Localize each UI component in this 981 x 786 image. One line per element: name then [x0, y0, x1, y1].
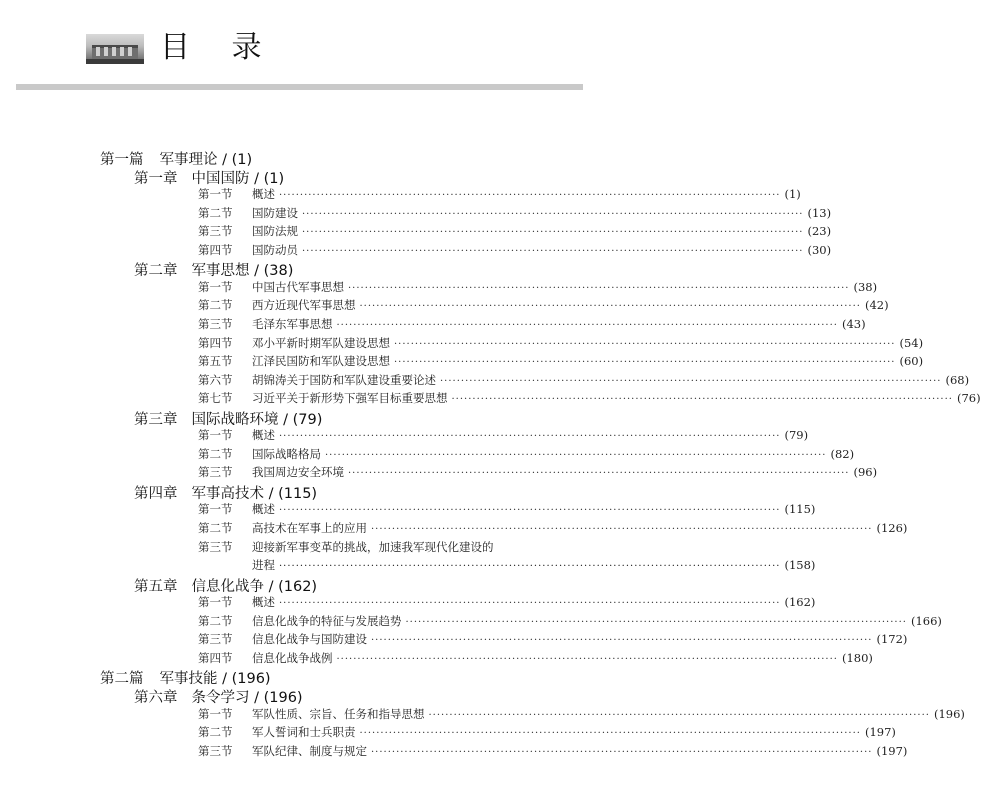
toc-page: (38) [853, 279, 878, 294]
toc-section [198, 427, 809, 443]
toc-number: 第二节 [198, 205, 233, 220]
toc-page: (82) [830, 446, 855, 461]
toc-title: 中国古代军事思想 [252, 279, 344, 294]
toc-title: 概述 [252, 595, 275, 610]
toc-title: 军事高技术 / (115) [191, 485, 318, 502]
toc-number: 第三章 [134, 411, 178, 428]
toc-number: 第二节 [198, 725, 233, 740]
toc-number: 第四节 [198, 242, 233, 257]
toc-title: 概述 [252, 502, 275, 517]
dot-leader: ························································································································ [279, 561, 781, 573]
toc-title: 信息化战争与国防建设 [252, 632, 367, 647]
dot-leader: ························································································································ [336, 319, 838, 331]
toc-number: 第二节 [198, 446, 233, 461]
toc-title: 西方近现代军事思想 [252, 298, 356, 313]
toc-number: 第五章 [134, 578, 178, 595]
toc-page: (42) [864, 298, 889, 313]
dot-leader: ························································································································ [451, 394, 953, 406]
toc-section [198, 353, 924, 369]
toc-title: 条令学习 / (196) [191, 689, 303, 706]
toc-page: (115) [784, 502, 816, 517]
toc-number: 第七节 [198, 391, 233, 406]
toc-number: 第二篇 [100, 671, 144, 688]
toc-title: 高技术在军事上的应用 [252, 521, 367, 535]
dot-leader: ························································································································ [440, 375, 942, 387]
toc-title: 国防动员 [252, 242, 298, 257]
toc-number: 第一节 [198, 187, 233, 202]
dot-leader: ························································································································ [279, 598, 781, 610]
toc-page: (79) [784, 428, 809, 443]
toc-section [198, 706, 965, 722]
toc-section [198, 279, 878, 295]
header-divider [16, 84, 583, 90]
dot-leader: ························································································································ [302, 245, 804, 257]
toc-section [198, 316, 866, 332]
dot-leader: ························································································································ [394, 338, 896, 350]
dot-leader: ························································································································ [359, 301, 861, 313]
toc-chapter [134, 408, 322, 429]
dot-leader: ························································································································ [336, 653, 838, 665]
toc-page: (1) [784, 187, 801, 202]
dot-leader: ························································································································ [405, 616, 907, 628]
dot-leader: ························································································································ [348, 468, 850, 480]
toc-title: 军事技能 / (196) [159, 671, 271, 688]
toc-title: 概述 [252, 428, 275, 443]
toc-title: 习近平关于新形势下强军目标重要思想 [252, 391, 448, 406]
toc-section-continued [252, 557, 816, 573]
toc-number: 第二节 [198, 298, 233, 313]
toc-section [198, 631, 908, 647]
page-title: 目 录 [160, 30, 278, 65]
header-photo-icon [86, 34, 144, 64]
toc-title: 江泽民国防和军队建设思想 [252, 354, 390, 369]
toc-number: 第一节 [198, 502, 233, 517]
dot-leader: ························································································································ [302, 227, 804, 239]
toc-page: (126) [876, 521, 908, 535]
toc-number: 第四节 [198, 335, 233, 350]
dot-leader: ························································································································ [428, 709, 930, 721]
toc-number: 第三节 [198, 465, 233, 480]
toc-section [198, 594, 816, 610]
toc-section [198, 650, 873, 666]
toc-number: 第一节 [198, 595, 233, 610]
toc-title: 我国周边安全环境 [252, 465, 344, 480]
toc-title: 毛泽东军事思想 [252, 316, 333, 331]
toc-number: 第一节 [198, 279, 233, 294]
toc-page: (23) [807, 224, 832, 239]
toc-title: 胡锦涛关于国防和军队建设重要论述 [252, 372, 436, 387]
toc-number: 第六章 [134, 689, 178, 706]
toc-number: 第一章 [134, 170, 178, 187]
toc-title: 军队纪律、制度与规定 [252, 743, 367, 758]
toc-page: (180) [841, 650, 873, 665]
toc-number: 第三节 [198, 743, 233, 758]
toc-section [198, 446, 855, 462]
toc-title-continued: 进程 [252, 558, 275, 573]
toc-page: (197) [876, 743, 908, 758]
dot-leader: ························································································································ [348, 282, 850, 294]
toc-section [198, 501, 816, 517]
toc-chapter [134, 482, 317, 503]
toc-section [198, 724, 896, 740]
toc-section [198, 390, 981, 406]
toc-section [198, 186, 801, 202]
dot-leader: ························································································································ [371, 746, 873, 758]
toc-section [198, 372, 970, 388]
toc-number: 第一篇 [100, 152, 144, 168]
toc-page: (96) [853, 465, 878, 480]
toc-chapter [134, 575, 317, 596]
toc-number: 第一节 [198, 706, 233, 721]
toc-number: 第四节 [198, 650, 233, 665]
dot-leader: ························································································································ [302, 208, 804, 220]
toc-chapter [134, 259, 293, 280]
toc-title: 国际战略环境 / (79) [191, 411, 323, 428]
toc-page: (68) [945, 372, 970, 387]
dot-leader: ························································································································ [279, 505, 781, 517]
toc-number: 第三节 [198, 316, 233, 331]
dot-leader: ························································································································ [371, 635, 873, 647]
toc-section [198, 297, 889, 313]
toc-section [198, 335, 924, 351]
toc-page: (60) [899, 354, 924, 369]
toc-title: 迎接新军事变革的挑战，加速我军现代化建设的 [252, 539, 494, 554]
toc-section [198, 464, 878, 480]
toc-title: 军人誓词和士兵职责 [252, 725, 356, 740]
toc-number: 第三节 [198, 632, 233, 647]
toc-number: 第五节 [198, 354, 233, 369]
toc-chapter [134, 686, 303, 707]
toc-title: 军队性质、宗旨、任务和指导思想 [252, 706, 425, 721]
toc-page: (54) [899, 335, 924, 350]
dot-leader: ························································································································ [394, 357, 896, 369]
toc-section [198, 242, 832, 258]
dot-leader: ························································································································ [371, 524, 873, 535]
toc-title: 概述 [252, 187, 275, 202]
toc-chapter [134, 167, 284, 188]
toc-number: 第一节 [198, 428, 233, 443]
dot-leader: ························································································································ [325, 449, 827, 461]
toc-number: 第六节 [198, 372, 233, 387]
toc-section [198, 223, 832, 239]
dot-leader: ························································································································ [359, 728, 861, 740]
toc-page: (166) [910, 613, 942, 628]
toc-page: (158) [784, 558, 816, 573]
toc-page: (43) [841, 316, 866, 331]
toc-section [198, 205, 832, 221]
toc-title: 信息化战争 / (162) [191, 578, 318, 595]
toc-section [198, 743, 908, 759]
toc-title: 国际战略格局 [252, 446, 321, 461]
toc-title: 国防建设 [252, 205, 298, 220]
toc-page: (162) [784, 595, 816, 610]
toc-number: 第二节 [198, 613, 233, 628]
toc-title: 国防法规 [252, 224, 298, 239]
toc-page: (197) [864, 725, 896, 740]
toc-page: (196) [933, 706, 965, 721]
toc-title: 信息化战争战例 [252, 650, 333, 665]
toc-title: 中国国防 / (1) [191, 170, 285, 187]
toc-page: (30) [807, 242, 832, 257]
toc-section [198, 539, 581, 555]
dot-leader: ························································································································ [279, 190, 781, 202]
toc-page: (76) [956, 391, 981, 406]
toc-number: 第二章 [134, 263, 178, 280]
page-header [0, 0, 599, 100]
toc-title: 军事理论 / (1) [159, 152, 253, 168]
toc-section [198, 520, 908, 536]
toc-page: (13) [807, 205, 832, 220]
toc-number: 第二节 [198, 521, 233, 535]
dot-leader: ························································································································ [279, 431, 781, 443]
toc-title: 邓小平新时期军队建设思想 [252, 335, 390, 350]
toc-section [198, 613, 942, 629]
toc-title: 信息化战争的特征与发展趋势 [252, 613, 402, 628]
toc-number: 第四章 [134, 485, 178, 502]
toc-number: 第三节 [198, 224, 233, 239]
toc-title: 军事思想 / (38) [191, 263, 294, 280]
toc-number: 第三节 [198, 539, 233, 554]
toc-page: (172) [876, 632, 908, 647]
